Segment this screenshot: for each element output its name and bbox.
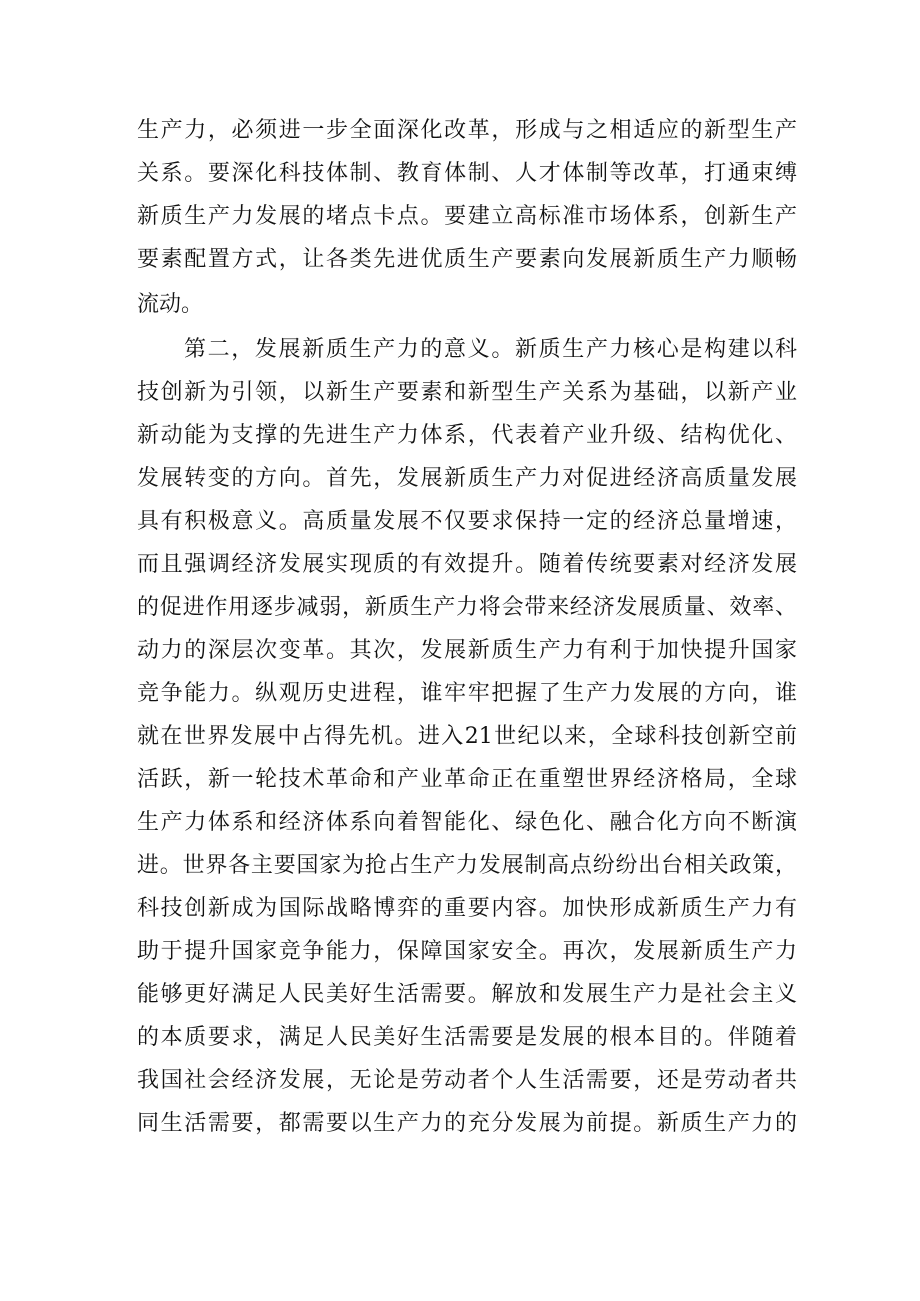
text-line: 就在世界发展中占得先机。进入21世纪以来，全球科技创新空前 (137, 724, 797, 749)
text-line: 的本质要求，满足人民美好生活需要是发展的根本目的。伴随着 (137, 1025, 797, 1050)
text-line: 流动。 (137, 292, 204, 317)
text-line: 科技创新成为国际战略博弈的重要内容。加快形成新质生产力有 (137, 896, 797, 921)
text-line: 动力的深层次变革。其次，发展新质生产力有利于加快提升国家 (137, 638, 797, 663)
text-line: 生产力，必须进一步全面深化改革，形成与之相适应的新型生产 (137, 118, 797, 143)
text-line: 关系。要深化科技体制、教育体制、人才体制等改革，打通束缚 (137, 161, 797, 186)
text-line: 新质生产力发展的堵点卡点。要建立高标准市场体系，创新生产 (137, 204, 797, 229)
text-line: 助于提升国家竞争能力，保障国家安全。再次，发展新质生产力 (137, 939, 797, 964)
text-line: 而且强调经济发展实现质的有效提升。随着传统要素对经济发展 (137, 552, 797, 577)
text-line: 具有积极意义。高质量发展不仅要求保持一定的经济总量增速， (137, 509, 797, 534)
text-line: 活跃，新一轮技术革命和产业革命正在重塑世界经济格局，全球 (137, 767, 797, 792)
text-line: 进。世界各主要国家为抢占生产力发展制高点纷纷出台相关政策， (137, 853, 797, 878)
text-line: 能够更好满足人民美好生活需要。解放和发展生产力是社会主义 (137, 982, 797, 1007)
text-line: 新动能为支撑的先进生产力体系，代表着产业升级、结构优化、 (137, 423, 797, 448)
text-line: 的促进作用逐步减弱，新质生产力将会带来经济发展质量、效率、 (137, 595, 797, 620)
text-line: 要素配置方式，让各类先进优质生产要素向发展新质生产力顺畅 (137, 247, 797, 272)
text-line: 发展转变的方向。首先，发展新质生产力对促进经济高质量发展 (137, 466, 797, 491)
text-line: 竞争能力。纵观历史进程，谁牢牢把握了生产力发展的方向，谁 (137, 681, 797, 706)
paragraph-first-line: 第二，发展新质生产力的意义。新质生产力核心是构建以科 (184, 337, 797, 362)
text-line: 同生活需要，都需要以生产力的充分发展为前提。新质生产力的 (137, 1111, 797, 1136)
text-line: 生产力体系和经济体系向着智能化、绿色化、融合化方向不断演 (137, 810, 797, 835)
text-line: 技创新为引领，以新生产要素和新型生产关系为基础，以新产业 (137, 380, 797, 405)
text-line: 我国社会经济发展，无论是劳动者个人生活需要，还是劳动者共 (137, 1068, 797, 1093)
